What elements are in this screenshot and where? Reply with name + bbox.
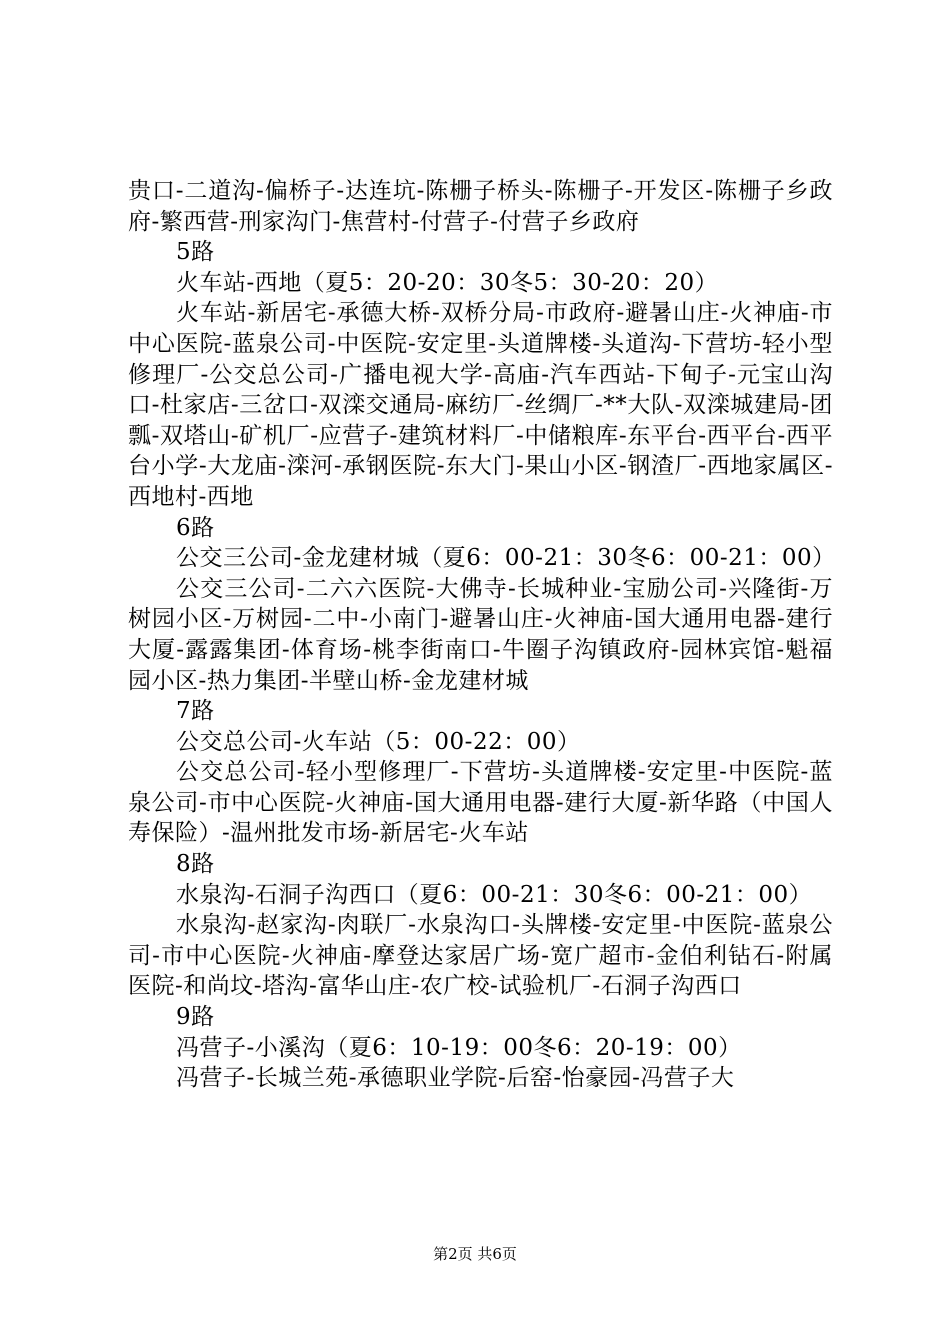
route-6-schedule: 公交三公司-金龙建材城（夏6：00-21：30冬6：00-21：00） xyxy=(176,545,836,572)
route-5-stops: 火车站-新居宅-承德大桥-双桥分局-市政府-避暑山庄-火神庙-市中心医院-蓝泉公司-中医院-安定里-头道牌楼-头道沟-下营坊-轻小型修理厂-公交总公司-广播电视大学-高庙-汽车西站-下甸子-元宝山沟口-杜家店-三岔口-双滦交通局-麻纺厂-丝绸厂-**大队-双滦城建局-团瓢-双塔山-矿机厂-应营子-建筑材料厂-中储粮库-东平台-西平台-西平台小学-大龙庙-滦河-承钢医院-东大门-果山小区-钢渣厂-西地家属区-西地村-西地 xyxy=(128,300,833,510)
route-7-stops: 公交总公司-轻小型修理厂-下营坊-头道牌楼-安定里-中医院-蓝泉公司-市中心医院-火神庙-国大通用电器-建行大厦-新华路（中国人寿保险）-温州批发市场-新居宅-火车站 xyxy=(128,759,833,847)
route-8-stops: 水泉沟-赵家沟-肉联厂-水泉沟口-头牌楼-安定里-中医院-蓝泉公司-市中心医院-火神庙-摩登达家居广场-宽广超市-金伯利钻石-附属医院-和尚坟-塔沟-富华山庄-农广校-试验机厂-石洞子沟西口 xyxy=(128,912,833,1000)
route-8-schedule: 水泉沟-石洞子沟西口（夏6：00-21：30冬6：00-21：00） xyxy=(176,881,813,908)
route-7-schedule: 公交总公司-火车站（5：00-22：00） xyxy=(176,728,581,755)
page-footer: 第2页 共6页 xyxy=(433,1245,517,1263)
route-5-schedule: 火车站-西地（夏5：20-20：30冬5：30-20：20） xyxy=(176,269,719,296)
route-line-1: 贵口-二道沟-偏桥子-达连坑-陈栅子桥头-陈栅子-开发区-陈栅子乡政府-繁西营-刑家沟门-焦营村-付营子-付营子乡政府 xyxy=(128,178,833,235)
document-body xyxy=(128,176,836,1094)
route-8-heading: 8路 xyxy=(176,851,215,878)
route-9-schedule: 冯营子-小溪沟（夏6：10-19：00冬6：20-19：00） xyxy=(176,1034,742,1061)
route-9-heading: 9路 xyxy=(176,1004,215,1031)
route-9-stops: 冯营子-长城兰苑-承德职业学院-后窑-怡豪园-冯营子大 xyxy=(176,1065,735,1092)
route-6-stops: 公交三公司-二六六医院-大佛寺-长城种业-宝励公司-兴隆街-万树园小区-万树园-二中-小南门-避暑山庄-火神庙-国大通用电器-建行大厦-露露集团-体育场-桃李街南口-牛圈子沟镇政府-园林宾馆-魁福园小区-热力集团-半壁山桥-金龙建材城 xyxy=(128,575,833,694)
route-5-heading: 5路 xyxy=(176,239,215,266)
route-7-heading: 7路 xyxy=(176,698,215,725)
route-6-heading: 6路 xyxy=(176,514,215,541)
